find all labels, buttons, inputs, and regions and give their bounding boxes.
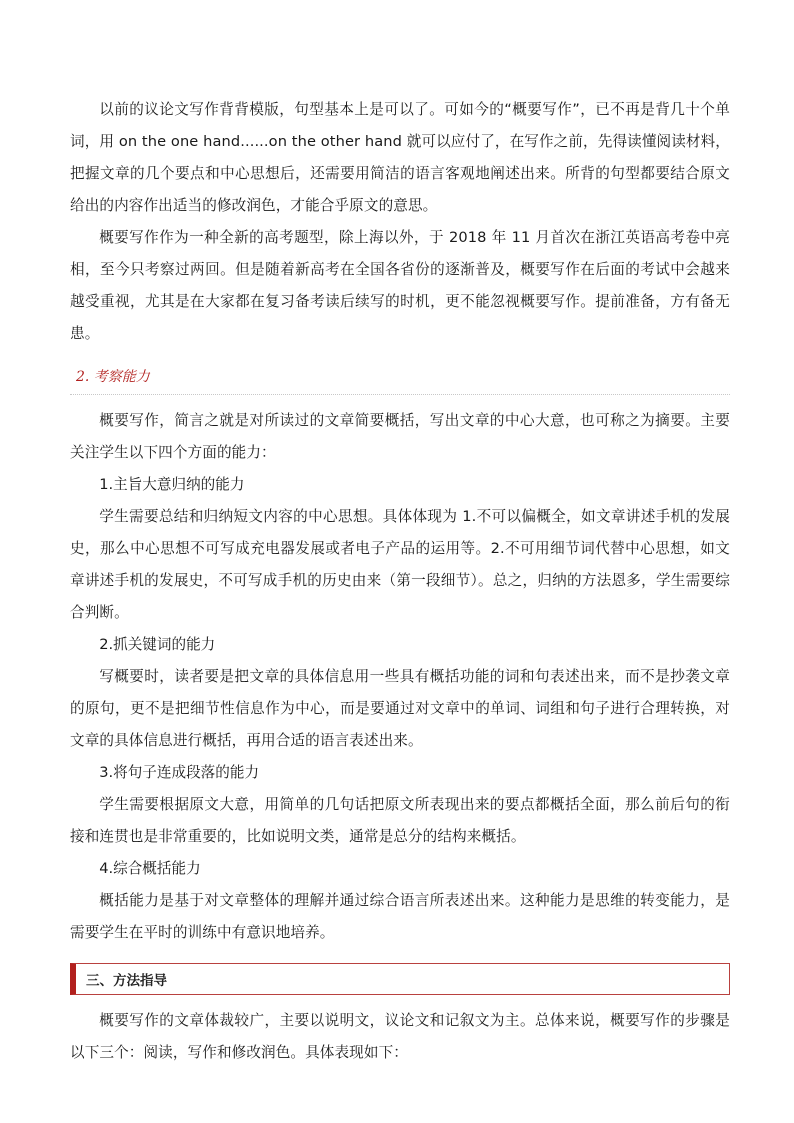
ability-2-body: 写概要时，读者要是把文章的具体信息用一些具有概括功能的词和句表述出来，而不是抄袭文章的原句，更不是把细节性信息作为中心，而是要通过对文章中的单词、词组和句子进行合理转换，对文章的具体信息进行概括，再用合适的语言表述出来。 [70,668,730,749]
ability-1-title: 1.主旨大意归纳的能力 [99,476,245,493]
section-3-paragraph: 概要写作的文章体裁较广，主要以说明文，议论文和记叙文为主。总体来说，概要写作的步骤是以下三个：阅读，写作和修改润色。具体表现如下： [70,1012,730,1061]
section-2-heading: 2. 考察能力 [70,366,730,395]
ability-4-body: 概括能力是基于对文章整体的理解并通过综合语言所表述出来。这种能力是思维的转变能力，是需要学生在平时的训练中有意识地培养。 [70,892,730,941]
section-2-body [70,405,730,949]
section-3-body [70,1005,730,1069]
ability-1-body: 学生需要总结和归纳短文内容的中心思想。具体体现为 1.不可以偏概全，如文章讲述手机的发展史，那么中心思想不可写成充电器发展或者电子产品的运用等。2.不可用细节词代替中心思想，如文章讲述手机的发展史，不可写成手机的历史由来（第一段细节）。总之，归纳的方法恩多，学生需要综合判断。 [70,508,730,621]
intro-paragraph-1: 以前的议论文写作背背模版，句型基本上是可以了。可如今的“概要写作”，已不再是背几十个单词，用 on the one hand......on the other hand 就可以应付了，在写作之前，先得读懂阅读材料，把握文章的几个要点和中心思想后，还需要用简洁的语言客观地阐述出来。所背的句型都要结合原文给出的内容作出适当的修改润色，才能合乎原文的意思。 [70,101,730,214]
section-3-heading [70,963,730,995]
document-content [70,94,730,1069]
ability-3-title: 3.将句子连成段落的能力 [99,764,260,781]
ability-2-title: 2.抓关键词的能力 [99,636,216,653]
ability-3-body: 学生需要根据原文大意，用简单的几句话把原文所表现出来的要点都概括全面，那么前后句的衔接和连贯也是非常重要的，比如说明文类，通常是总分的结构来概括。 [70,796,730,845]
ability-4-title: 4.综合概括能力 [99,860,201,877]
section-2-intro: 概要写作，简言之就是对所读过的文章简要概括，写出文章的中心大意，也可称之为摘要。主要关注学生以下四个方面的能力： [70,412,730,461]
intro-paragraph-2: 概要写作作为一种全新的高考题型，除上海以外，于 2018 年 11 月首次在浙江英语高考卷中亮相，至今只考察过两回。但是随着新高考在全国各省份的逐渐普及，概要写作在后面的考试中会越来越受重视，尤其是在大家都在复习备考读后续写的时机，更不能忽视概要写作。提前准备，方有备无患。 [70,229,730,342]
section-3-heading-text: 三、方法指导 [86,973,167,989]
